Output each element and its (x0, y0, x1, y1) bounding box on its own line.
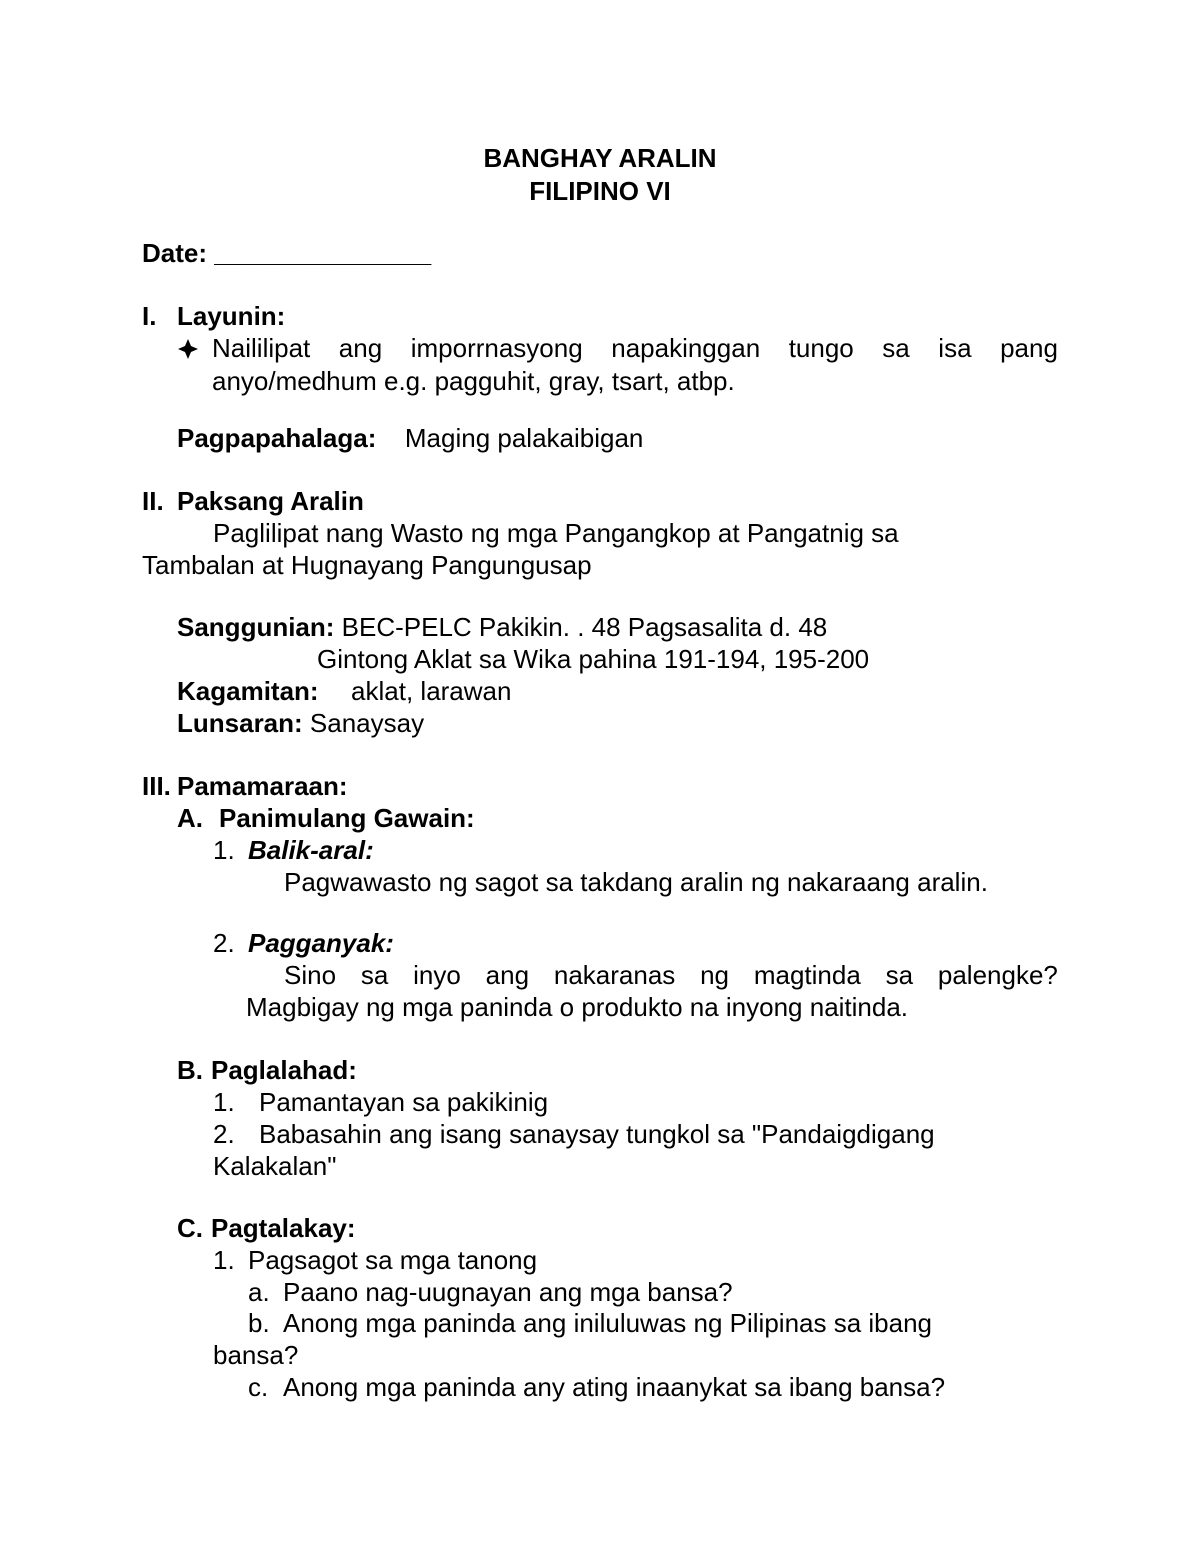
reference-text-1: BEC-PELC Pakikin. . 48 Pagsasalita d. 48 (341, 612, 828, 642)
item-cb-text-cont: bansa? (213, 1340, 299, 1370)
motivation-word: nakaranas (553, 960, 676, 990)
values-label: Pagpapahalaga: (177, 423, 377, 453)
item-b2-number: 2. (213, 1119, 235, 1149)
section-1-heading: Layunin: (177, 301, 286, 331)
item-a1-title: Balik-aral: (248, 835, 374, 865)
diamond-bullet-icon (177, 332, 199, 364)
motivation-word: sa (360, 960, 389, 990)
item-ca-text: Paano nag-uugnayan ang mga bansa? (283, 1277, 733, 1307)
item-a2-line-2: Magbigay ng mga paninda o produkto na inyong naitinda. (246, 992, 909, 1022)
topic-line-1: Paglilipat nang Wasto ng mga Pangangkop at Pangatnig sa (213, 518, 899, 548)
subsection-a-letter: A. (177, 803, 203, 833)
section-3-heading: Pamamaraan: (177, 771, 348, 801)
objective-word: imporrnasyong (410, 333, 583, 363)
date-label: Date: (142, 238, 208, 268)
section-1-number: I. (142, 301, 157, 331)
item-b2-text: Babasahin ang isang sanaysay tungkol sa "Pandaigdigang (259, 1119, 935, 1149)
section-3-number: III. (142, 771, 171, 801)
item-cc-letter: c. (248, 1372, 269, 1402)
date-line (142, 237, 431, 269)
launch-line (177, 707, 424, 739)
motivation-word: sa (885, 960, 914, 990)
objective-word: napakinggan (611, 333, 761, 363)
materials-line (177, 675, 511, 707)
objective-line-1 (212, 332, 1058, 364)
reference-line-1 (177, 611, 827, 643)
materials-text: aklat, larawan (351, 676, 512, 706)
motivation-word: ng (700, 960, 730, 990)
item-a1-number: 1. (213, 835, 235, 865)
item-cb-text: Anong mga paninda ang iniluluwas ng Pilipinas sa ibang (283, 1308, 933, 1338)
values-text: Maging palakaibigan (404, 423, 644, 453)
subsection-c-heading: Pagtalakay: (211, 1213, 356, 1243)
item-c1-text: Pagsagot sa mga tanong (248, 1245, 538, 1275)
item-a2-number: 2. (213, 928, 235, 958)
reference-text-2: Gintong Aklat sa Wika pahina 191-194, 195-200 (317, 644, 870, 674)
item-b1-text: Pamantayan sa pakikinig (259, 1087, 549, 1117)
section-2-heading: Paksang Aralin (177, 486, 364, 516)
document-title: BANGHAY ARALIN (483, 143, 717, 173)
objective-line-2: anyo/medhum e.g. pagguhit, gray, tsart, atbp. (212, 366, 735, 396)
subsection-b-heading: Paglalahad: (211, 1055, 357, 1085)
item-a1-text: Pagwawasto ng sagot sa takdang aralin ng nakaraang aralin. (284, 867, 988, 897)
objective-word: ang (338, 333, 383, 363)
motivation-word: Sino (284, 960, 337, 990)
document-subtitle: FILIPINO VI (529, 176, 671, 206)
motivation-word: inyo (413, 960, 461, 990)
objective-word: sa (882, 333, 910, 363)
topic-line-2: Tambalan at Hugnayang Pangungusap (142, 550, 592, 580)
item-b1-number: 1. (213, 1087, 235, 1117)
item-b2-text-cont: Kalakalan" (213, 1151, 337, 1181)
objective-word: pang (1000, 333, 1058, 363)
objective-word: Naililipat (212, 333, 311, 363)
item-a2-title: Pagganyak: (248, 928, 394, 958)
subsection-c-letter: C. (177, 1213, 203, 1243)
item-c1-number: 1. (213, 1245, 235, 1275)
date-blank: _______________ (214, 238, 432, 268)
subsection-b-letter: B. (177, 1055, 203, 1085)
item-ca-letter: a. (248, 1277, 270, 1307)
objective-word: tungo (788, 333, 854, 363)
launch-text: Sanaysay (309, 708, 425, 738)
objective-word: isa (938, 333, 972, 363)
motivation-word: palengke? (937, 960, 1058, 990)
section-2-number: II. (142, 486, 164, 516)
values-line (177, 422, 643, 454)
launch-label: Lunsaran: (177, 708, 303, 738)
materials-label: Kagamitan: (177, 676, 319, 706)
subsection-a-heading: Panimulang Gawain: (219, 803, 475, 833)
motivation-word: ang (485, 960, 530, 990)
item-cb-letter: b. (248, 1308, 270, 1338)
item-cc-text: Anong mga paninda any ating inaanykat sa ibang bansa? (283, 1372, 946, 1402)
motivation-word: magtinda (753, 960, 861, 990)
item-a2-line-1 (284, 959, 1058, 991)
reference-label: Sanggunian: (177, 612, 335, 642)
